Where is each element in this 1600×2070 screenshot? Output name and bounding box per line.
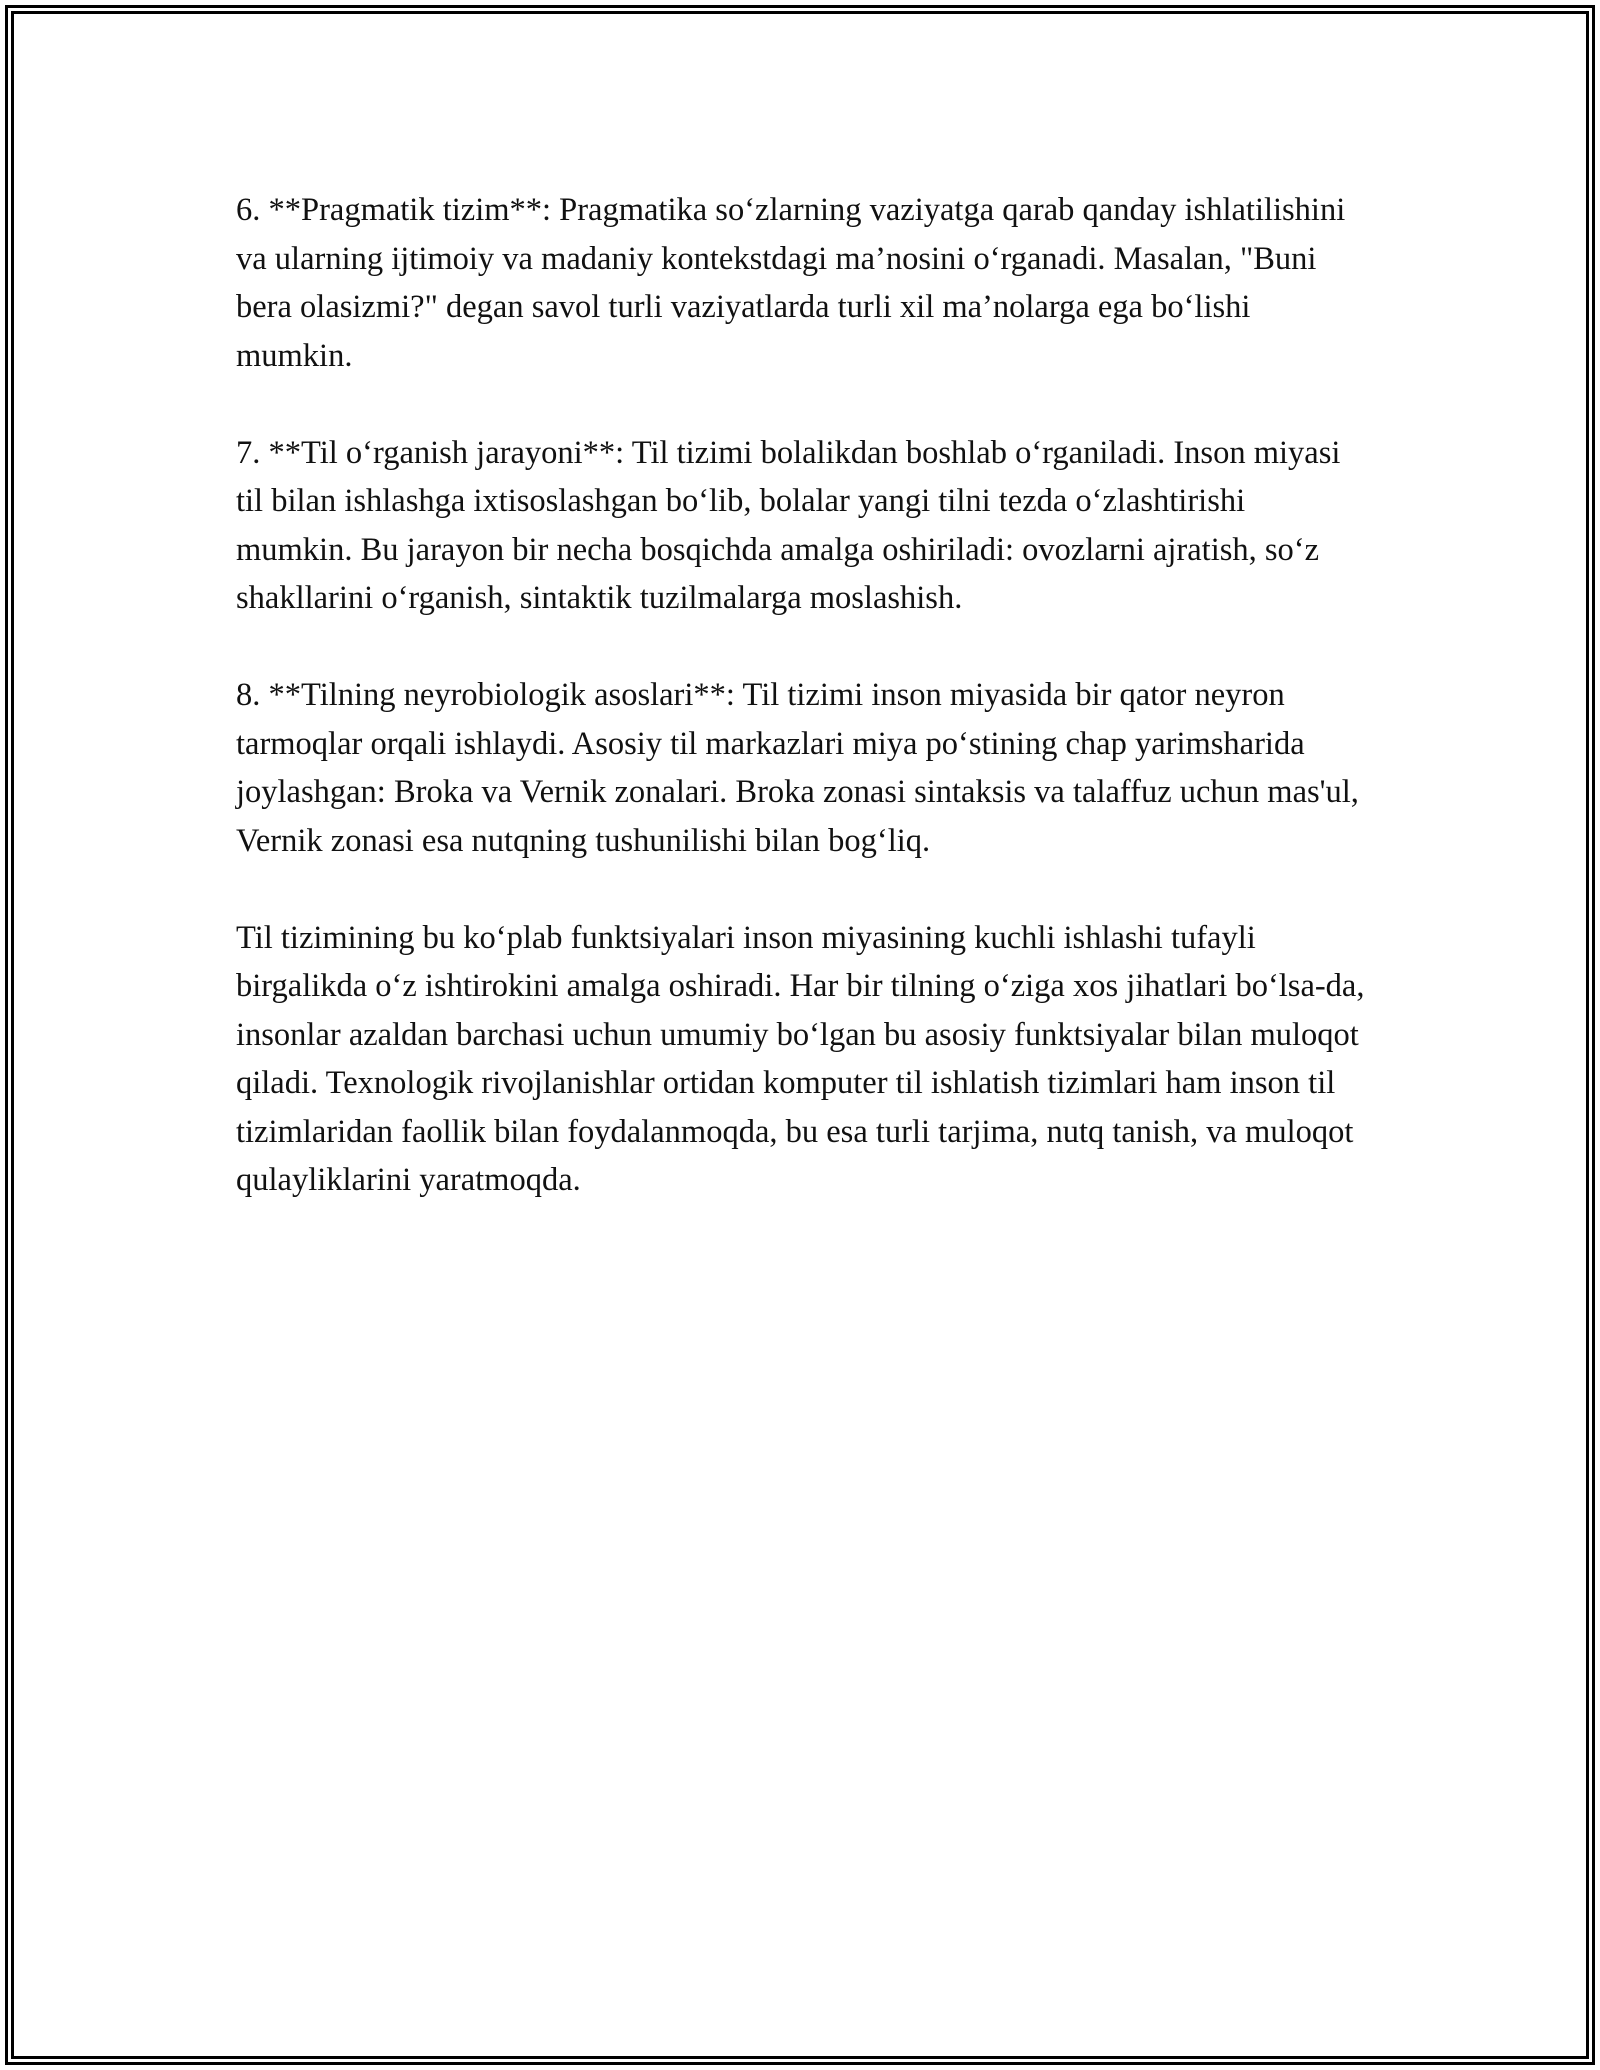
paragraph-conclusion: Til tizimining bu ko‘plab funktsiyalari inson miyasining kuchli ishlashi tufayli birgalikda o‘z ishtirokini amalga oshiradi. Har bir tilning o‘ziga xos jihatlari bo‘lsa-da, insonlar azaldan barchasi uchun umumiy bo‘lgan bu asosiy funktsiyalar bilan muloqot qiladi. Texnologik rivojlanishlar ortidan komputer til ishlatish tizimlari ham inson til tizimlaridan faollik bilan foydalanmoqda, bu esa turli tarjima, nutq tanish, va muloqot qulayliklarini yaratmoqda. [236,919,1365,1198]
document-body [236,186,1366,1253]
paragraph-neyrobiologik-asoslari: 8. **Tilning neyrobiologik asoslari**: Til tizimi inson miyasida bir qator neyron tarmoqlar orqali ishlaydi. Asosiy til markazlari miya po‘stining chap yarimsharida joylashgan: Broka va Vernik zonalari. Broka zonasi sintaksis va talaffuz uchun mas'ul, Vernik zonasi esa nutqning tushunilishi bilan bog‘liq. [236,677,1359,859]
paragraph-til-organish-jarayoni: 7. **Til o‘rganish jarayoni**: Til tizimi bolalikdan boshlab o‘rganiladi. Inson miyasi til bilan ishlashga ixtisoslashgan bo‘lib, bolalar yangi tilni tezda o‘zlashtirishi mumkin. Bu jarayon bir necha bosqichda amalga oshiriladi: ovozlarni ajratish, so‘z shakllarini o‘rganish, sintaktik tuzilmalarga moslashish. [236,434,1341,616]
paragraph-pragmatik-tizim: 6. **Pragmatik tizim**: Pragmatika so‘zlarning vaziyatga qarab qanday ishlatilishini va ularning ijtimoiy va madaniy kontekstdagi ma’nosini o‘rganadi. Masalan, "Buni bera olasizmi?" degan savol turli vaziyatlarda turli xil ma’nolarga ega bo‘lishi mumkin. [236,192,1346,374]
